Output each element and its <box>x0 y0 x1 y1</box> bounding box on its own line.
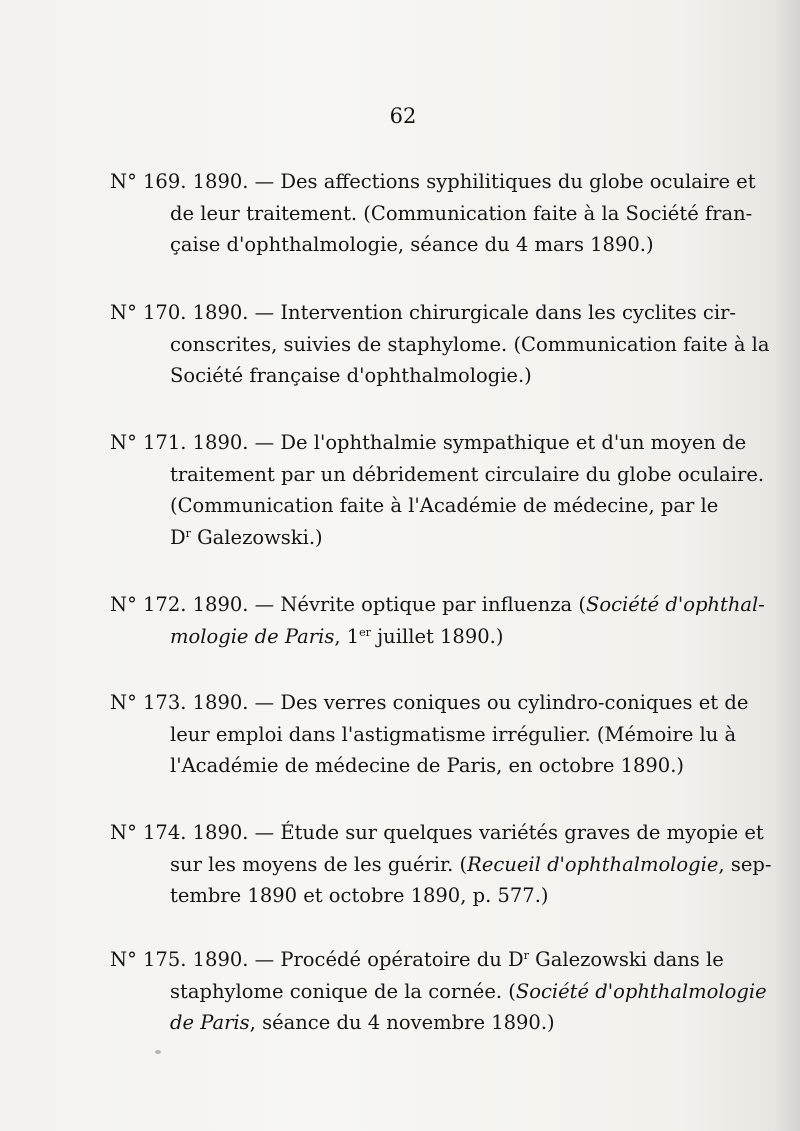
journal-title: Société d'ophthal- <box>585 593 765 616</box>
journal-title: Recueil d'ophthalmologie <box>467 852 719 876</box>
entry-line: leur emploi dans l'astigmatisme irrégulier. (Mémoire lu à <box>170 722 737 746</box>
superscript: r <box>523 949 529 962</box>
journal-title: de Paris <box>170 1011 250 1034</box>
entry-text: sur les moyens de les guérir. ( <box>170 852 468 876</box>
entry-text: , séance du 4 novembre 1890.) <box>249 1011 555 1034</box>
page-edge-shadow <box>772 0 800 1131</box>
bibliography-entry <box>110 687 749 782</box>
entry-text: N° 175. 1890. — Procédé opératoire du <box>110 948 502 971</box>
entry-line <box>110 589 765 621</box>
entry-text: staphylome conique de la cornée. ( <box>170 979 516 1003</box>
bibliography-entry <box>110 589 765 652</box>
bibliography-entry <box>110 817 772 912</box>
bibliography-entry <box>110 427 765 553</box>
ink-smudge <box>155 1050 161 1054</box>
bibliography-entry <box>110 297 770 392</box>
entry-line <box>110 849 772 881</box>
superscript: er <box>359 625 371 639</box>
journal-title: Société d'ophthalmologie <box>515 979 767 1003</box>
entry-line <box>110 976 767 1008</box>
entry-line: l'Académie de médecine de Paris, en octobre 1890.) <box>170 754 685 777</box>
entry-line: N° 174. 1890. — Étude sur quelques variétés graves de myopie et <box>110 821 764 844</box>
entry-line <box>110 1007 708 1039</box>
entry-line: traitement par un débridement circulaire du globe oculaire. <box>170 462 765 486</box>
entry-line: N° 169. 1890. — Des affections syphilitiques du globe oculaire et <box>110 170 756 193</box>
entry-line <box>110 621 708 653</box>
entry-line <box>110 944 724 976</box>
entry-line <box>110 522 708 554</box>
entry-line: N° 170. 1890. — Intervention chirurgicale dans les cyclites cir- <box>110 301 736 324</box>
doctor-abbrev: D <box>170 525 186 549</box>
entry-line: Société française d'ophthalmologie.) <box>170 364 532 387</box>
entry-text: Galezowski.) <box>197 525 323 549</box>
journal-title: mologie de Paris <box>170 624 335 648</box>
bibliography-entry <box>110 944 767 1039</box>
entry-line: N° 173. 1890. — Des verres coniques ou cylindro-coniques et de <box>110 691 749 714</box>
entry-line: de leur traitement. (Communication faite à la Société fran- <box>170 201 753 225</box>
entry-text: , sep- <box>718 852 772 876</box>
bibliography-entry <box>110 166 756 261</box>
doctor-abbrev: D <box>508 948 524 971</box>
page-number: 62 <box>389 104 417 128</box>
entry-line: (Communication faite à l'Académie de médecine, par le <box>170 494 719 517</box>
premier-abbrev: , 1 <box>334 624 360 648</box>
entry-line: conscrites, suivies de staphylome. (Communication faite à la <box>170 332 770 356</box>
entry-line: çaise d'ophthalmologie, séance du 4 mars 1890.) <box>170 233 654 256</box>
entry-line: tembre 1890 et octobre 1890, p. 577.) <box>170 884 549 907</box>
entry-text: Galezowski dans le <box>535 948 724 971</box>
entry-text: N° 172. 1890. — Névrite optique par influenza ( <box>110 593 586 616</box>
superscript: r <box>185 526 191 540</box>
entry-line: N° 171. 1890. — De l'ophthalmie sympathique et d'un moyen de <box>110 431 747 454</box>
entry-text: juillet 1890.) <box>377 624 504 648</box>
